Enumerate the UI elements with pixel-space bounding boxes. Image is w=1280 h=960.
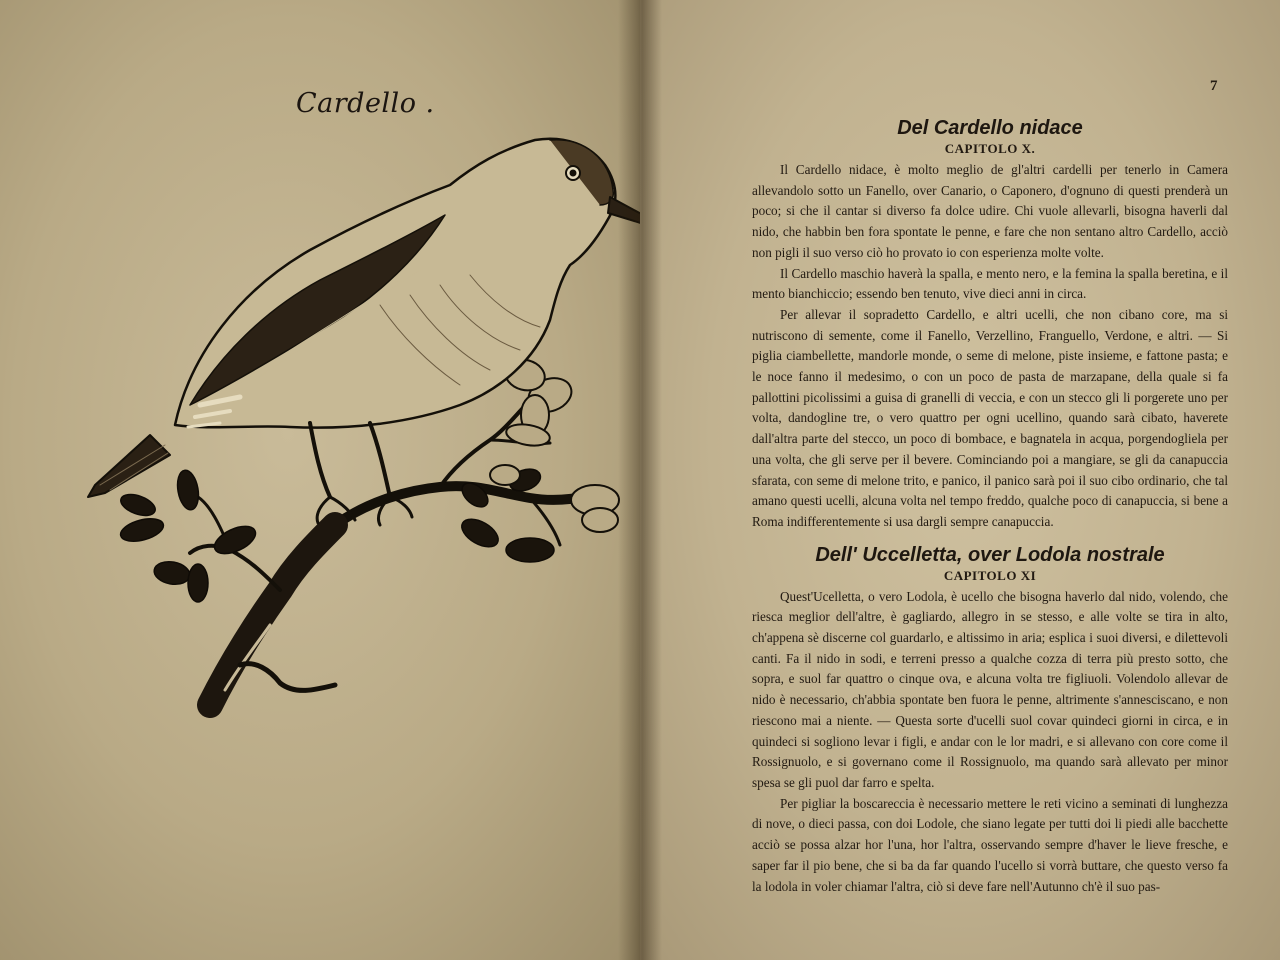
chapter-10-title: Del Cardello nidace	[897, 117, 1083, 139]
chapter-11-number: CAPITOLO XI	[943, 567, 1037, 583]
chapter-11-paragraph: Quest'Ucelletta, o vero Lodola, è ucello che bisogna haverlo dal nido, volendo, che riesca meglior dell'altre, è gagliardo, allegro in se stesso, e alle volte se tira in alto, ch'appena sè discerne col guardarlo, e altissimo in aria; esplica i suoi diversi, e dilettevoli canti. Fa il nido in sodi, e terreni presso a qualche cozza di terra più presto sotto, che sopra, e suol far quattro o cinque ova, e alcuna volta tre figliuoli. Volendolo allevar de nido è necessario, ch'abbia spontate ben fuora le penne, altrimente s'annesciscano, e non riescono mai a niente. — Questa sorte d'ucelli suol covar quindeci giorni in circa, e in quindeci si sogliono levar i figli, e andar con le lor madri, e si allevano con core come il Rossignuolo, e si governano come il Rossignuolo, ma quando sarà allevato per minor spesa se gli puol dar farro e spelta.	[752, 588, 1228, 790]
chapter-11-paragraph: Per pigliar la boscareccia è necessario mettere le reti vicino a seminati di lunghezza di nove, o dieci passa, con doi Lodole, che siano legate per tutti doi li piedi alle bacchette acciò se possa alzar hor l'una, hor l'altra, osservando sempre d'haver le lieve fresche, e saper far il pio bene, che si ba da far quando l'ucello si vorrà buttare, che questo verso fa la lodola in voler chiamar l'altra, ciò si deve fare nell'Autunno ch'è il suo pas-	[752, 795, 1228, 894]
right-page-text	[752, 116, 1228, 897]
chapter-10-paragraph: Il Cardello maschio haverà la spalla, e mento nero, e la femina la spalla beretina, e il mento bianchiccio; essendo ben tenuto, vive dieci anni in circa.	[752, 265, 1228, 302]
page-number: 7	[1210, 78, 1218, 94]
chapter-10-paragraph: Per allevar il sopradetto Cardello, e altri ucelli, che non cibano core, ma si nutriscono di semente, come il Fanello, Verzellino, Franguello, Verdone, e altri. — Si piglia ciambellette, mandorle monde, o seme di melone, piste insieme, e fattone pasta; e le noce fanno il medesimo, o con un poco de pasta de marzapane, della quale si fa pallottini picolissimi a guisa di granelli di veccia, e con un stecco gli li porgerete uno per volta, dandogline tre, o vero quattro per ogni ucellino, quando sarà cibato, haverete dall'altra parte del stecco, un poco di bombace, e bagnatela in acqua, porgendogliela per una volta, che gli serve per il bevere. Cominciando poi a mangiare, se gli da canapuccia sfarata, con seme di melone trito, e panico, il panico sarà poi il suo cibo ordinario, che tal amano questi ucelli, alcuna volta nel tempo freddo, qualche poco di canapuccia, si bene a Roma indifferentemente si usa dargli sempre canapuccia.	[752, 306, 1228, 529]
chapter-10-number: CAPITOLO X.	[944, 141, 1036, 156]
chapter-10-paragraph: Il Cardello nidace, è molto meglio de gl'altri cardelli per tenerlo in Camera allevandolo sotto un Fanello, over Canario, o Caponero, d'ognuno di questi prenderà un poco; si che il cantar si diverso fa dolce udire. Chi vuole allevarli, bisogna haverli dal nido, che habbin ben fora spontate le penne, e fare che non sentano altro Cardello, acciò non pigli il suo verso ciò ho provato io con esperienza molte volte.	[752, 162, 1228, 260]
plate-caption: Cardello .	[296, 88, 435, 119]
chapter-11-title: Dell' Uccelletta, over Lodola nostrale	[815, 543, 1165, 566]
goldfinch-engraving	[80, 105, 640, 725]
book-gutter	[618, 0, 662, 960]
